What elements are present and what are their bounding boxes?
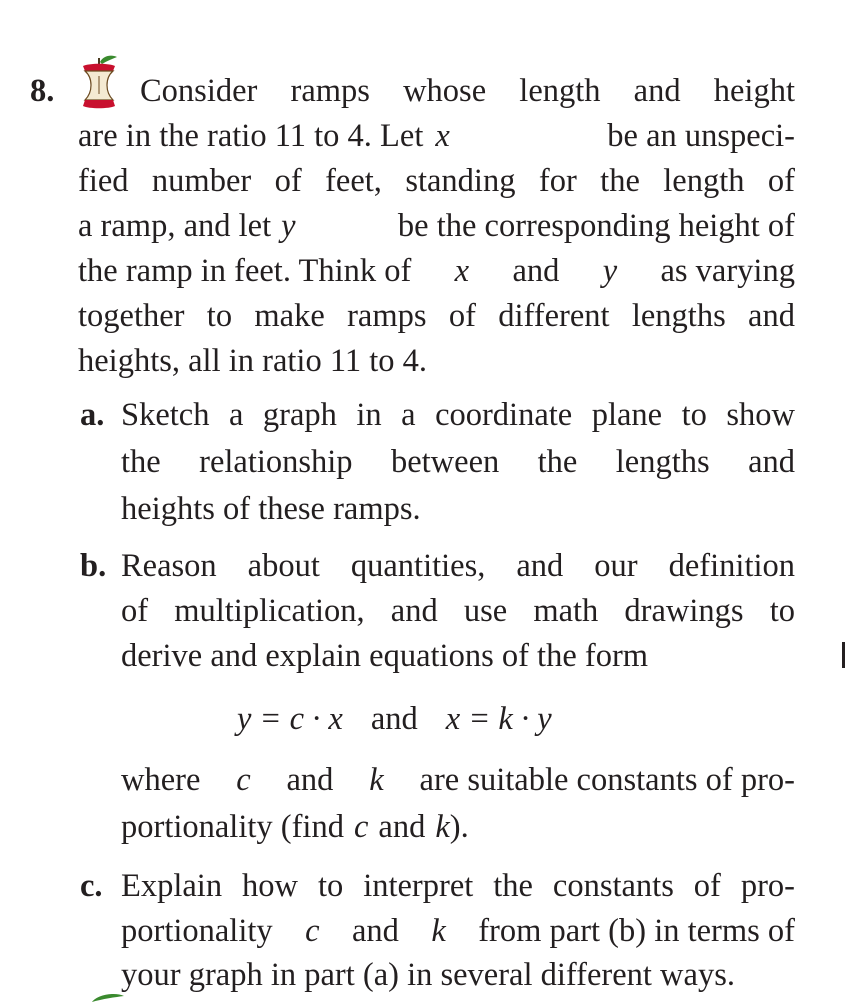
intro-line-2 bbox=[78, 117, 795, 155]
text-run: are in the ratio 11 to 4. Let bbox=[78, 118, 424, 154]
text-run: and bbox=[378, 809, 426, 845]
text-run: portionality (find bbox=[121, 809, 344, 845]
text-run: from part (b) in terms of bbox=[478, 913, 795, 949]
equation-connector: and bbox=[370, 701, 418, 737]
part-c-label: c. bbox=[80, 868, 103, 904]
text-run: where bbox=[121, 762, 201, 798]
apple-core-icon bbox=[73, 54, 125, 116]
part-b-line-1: Reason about quantities, and our definition bbox=[121, 548, 795, 584]
text-run: portionality bbox=[121, 913, 273, 949]
problem-number: 8. bbox=[30, 73, 55, 109]
page-edge-mark bbox=[838, 640, 847, 670]
part-a-line-1: Sketch a graph in a coordinate plane to show bbox=[121, 397, 795, 433]
part-b-line-4 bbox=[121, 761, 795, 799]
variable-c: c bbox=[305, 913, 320, 949]
intro-line-4 bbox=[78, 207, 795, 245]
part-b-line-5 bbox=[121, 808, 469, 846]
variable-c: c bbox=[353, 809, 369, 845]
part-c-line-2 bbox=[121, 912, 795, 950]
intro-line-5 bbox=[78, 252, 795, 290]
variable-k: k bbox=[369, 762, 384, 798]
part-a-line-3: heights of these ramps. bbox=[121, 491, 421, 527]
text-run: as varying bbox=[660, 253, 795, 289]
variable-k: k bbox=[435, 809, 450, 845]
part-c-line-1: Explain how to interpret the constants of pro- bbox=[121, 868, 795, 904]
variable-c: c bbox=[236, 762, 251, 798]
text-run: and bbox=[351, 913, 399, 949]
text-run: be the corresponding height of bbox=[397, 208, 795, 244]
equation-right: x = k · y bbox=[445, 701, 552, 737]
text-run: be an unspeci- bbox=[607, 118, 795, 154]
part-a-line-2: the relationship between the lengths and bbox=[121, 444, 795, 480]
variable-k: k bbox=[431, 913, 446, 949]
variable-x: x bbox=[454, 253, 470, 289]
intro-line-7: heights, all in ratio 11 to 4. bbox=[78, 343, 428, 379]
text-run: ). bbox=[449, 809, 469, 845]
text-run: and bbox=[286, 762, 334, 798]
part-c-line-3: your graph in part (a) in several different ways. bbox=[121, 957, 735, 993]
variable-x: x bbox=[435, 118, 450, 154]
intro-line-1: Consider ramps whose length and height bbox=[140, 73, 795, 109]
part-b-label: b. bbox=[80, 548, 107, 584]
text-run: and bbox=[512, 253, 560, 289]
text-run: the ramp in feet. Think of bbox=[78, 253, 412, 289]
intro-line-3: fied number of feet, standing for the length of bbox=[78, 163, 795, 199]
part-a-label: a. bbox=[80, 397, 105, 433]
part-b-line-2: of multiplication, and use math drawings to bbox=[121, 593, 795, 629]
intro-line-6: together to make ramps of different lengths and bbox=[78, 298, 795, 334]
text-run: are suitable constants of pro- bbox=[419, 762, 795, 798]
apple-core-icon bbox=[88, 992, 128, 1003]
text-run: a ramp, and let bbox=[78, 208, 272, 244]
equation-left: y = c · x bbox=[237, 701, 343, 737]
equation bbox=[237, 700, 552, 738]
part-b-line-3: derive and explain equations of the form bbox=[121, 638, 649, 674]
variable-y: y bbox=[281, 208, 296, 244]
variable-y: y bbox=[602, 253, 618, 289]
